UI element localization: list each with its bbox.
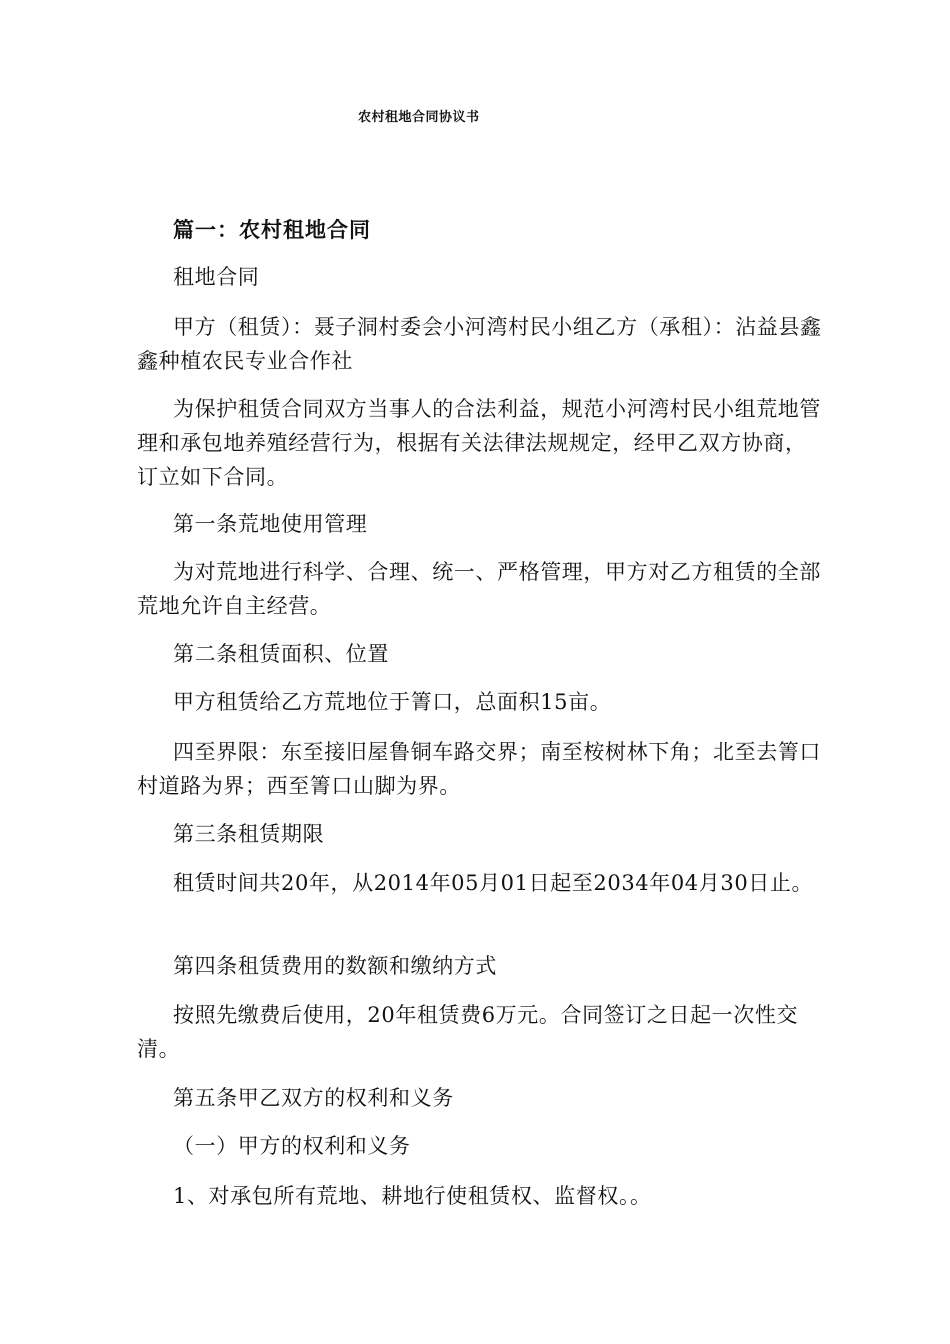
document-title: 农村租地合同协议书 — [358, 110, 480, 125]
paragraph-party-a-rights-title: （一）甲方的权利和义务 — [173, 1134, 411, 1158]
paragraph-article-2-title: 第二条租赁面积、位置 — [173, 642, 389, 666]
paragraph-article-2-area: 甲方租赁给乙方荒地位于箐口，总面积15亩。 — [173, 690, 612, 714]
paragraph-article-3-body: 租赁时间共20年，从2014年05月01日起至2034年04月30日止。 — [173, 871, 814, 895]
paragraph-article-4-title: 第四条租赁费用的数额和缴纳方式 — [173, 954, 497, 978]
paragraph-lease-contract: 租地合同 — [173, 265, 260, 289]
paragraph-parties: 甲方（租赁）：聂子洞村委会小河湾村民小组乙方（承租）：沾益县鑫鑫种植农民专业合作社 — [137, 315, 822, 373]
paragraph-party-a-rights-1: 1、对承包所有荒地、耕地行使租赁权、监督权。。 — [173, 1184, 652, 1208]
paragraph-article-1-body: 为对荒地进行科学、合理、统一、严格管理，甲方对乙方租赁的全部荒地允许自主经营。 — [137, 560, 821, 618]
paragraph-article-3-title: 第三条租赁期限 — [173, 822, 325, 846]
paragraph-preamble: 为保护租赁合同双方当事人的合法利益，规范小河湾村民小组荒地管理和承包地养殖经营行为，根据有关法律法规规定，经甲乙双方协商，订立如下合同。 — [137, 397, 821, 489]
paragraph-article-4-body: 按照先缴费后使用，20年租赁费6万元。合同签订之日起一次性交清。 — [137, 1003, 799, 1061]
section-heading: 篇一：农村租地合同 — [173, 218, 371, 242]
paragraph-article-1-title: 第一条荒地使用管理 — [173, 512, 368, 536]
paragraph-article-2-boundaries: 四至界限：东至接旧屋鲁铜车路交界；南至桉树林下角；北至去箐口村道路为界；西至箐口山脚为界。 — [137, 740, 821, 798]
paragraph-article-5-title: 第五条甲乙双方的权利和义务 — [173, 1086, 454, 1110]
